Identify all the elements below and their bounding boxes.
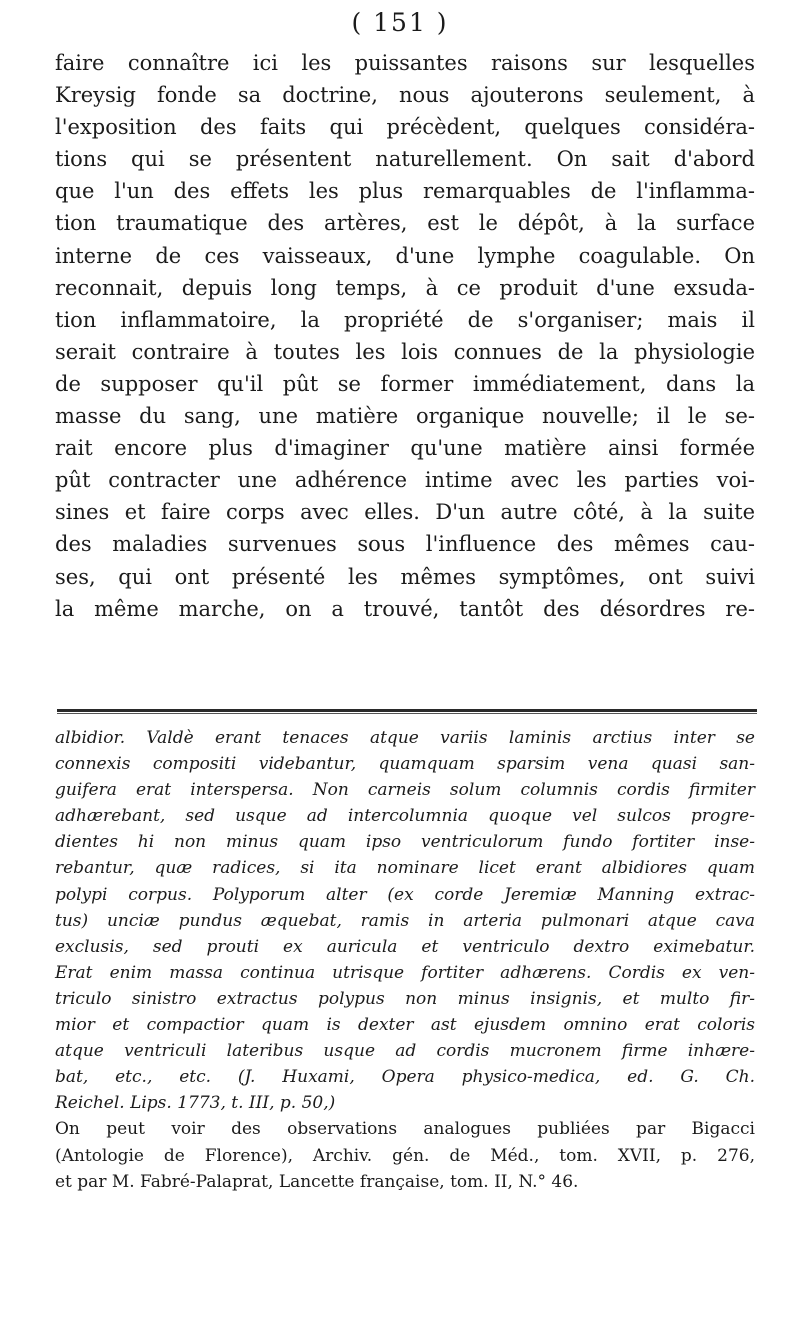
footnote-line: atque ventriculi lateribus usque ad cordis mucronem firme inhære-	[55, 1041, 755, 1062]
footnote-line: bat, etc., etc. (J. Huxami, Opera physico-medica, ed. G. Ch.	[55, 1067, 755, 1088]
footnote-line: exclusis, sed prouti ex auricula et ventriculo dextro eximebatur.	[55, 936, 755, 957]
footnote-line: dientes hi non minus quam ipso ventriculorum fundo fortiter inse-	[55, 832, 755, 853]
text-line: reconnait, depuis long temps, à ce produit d'une exsuda-	[55, 275, 755, 300]
text-line: ses, qui ont présenté les mêmes symptômes, ont suivi	[55, 564, 755, 589]
footnote-line: et par M. Fabré-Palaprat, Lancette française, tom. II, N.° 46.	[55, 1171, 579, 1192]
text-line: de supposer qu'il pût se former immédiatement, dans la	[55, 371, 755, 396]
text-line: que l'un des effets les plus remarquables de l'inflamma-	[55, 179, 755, 204]
text-line: interne de ces vaisseaux, d'une lymphe coagulable. On	[55, 243, 755, 268]
text-line: tion inflammatoire, la propriété de s'organiser; mais il	[55, 307, 755, 332]
footnote-separator-thin	[57, 713, 757, 714]
footnote-line: connexis compositi videbantur, quamquam sparsim vena quasi san-	[55, 754, 755, 775]
footnote-line: Reichel. Lips. 1773, t. III, p. 50,)	[55, 1093, 336, 1114]
footnote-line: albidior. Valdè erant tenaces atque variis laminis arctius inter se	[55, 728, 755, 748]
text-line: Kreysig fonde sa doctrine, nous ajouterons seulement, à	[55, 83, 755, 108]
footnote-line: adhærebant, sed usque ad intercolumnia quoque vel sulcos progre-	[55, 806, 755, 827]
footnote-line: mior et compactior quam is dexter ast ejusdem omnino erat coloris	[55, 1015, 755, 1036]
main-text-block	[55, 47, 755, 625]
text-line: la même marche, on a trouvé, tantôt des désordres re-	[55, 596, 755, 621]
text-line: des maladies survenues sous l'influence des mêmes cau-	[55, 532, 755, 557]
footnote-block	[55, 725, 755, 1195]
footnote-line: (Antologie de Florence), Archiv. gén. de Méd., tom. XVII, p. 276,	[55, 1145, 755, 1166]
text-line: masse du sang, une matière organique nouvelle; il le se-	[55, 404, 755, 429]
footnote-line: triculo sinistro extractus polypus non minus insignis, et multo fir-	[55, 988, 755, 1009]
footnote-line: guifera erat interspersa. Non carneis solum columnis cordis firmiter	[55, 780, 755, 801]
text-line: sines et faire corps avec elles. D'un autre côté, à la suite	[55, 500, 755, 525]
footnote-line: polypi corpus. Polyporum alter (ex corde Jeremiæ Manning extrac-	[55, 884, 755, 905]
page-number: ( 151 )	[351, 8, 449, 37]
text-line: serait contraire à toutes les lois connues de la physiologie	[55, 339, 755, 364]
text-line: l'exposition des faits qui précèdent, quelques considéra-	[55, 115, 755, 140]
text-line: pût contracter une adhérence intime avec les parties voi-	[55, 468, 755, 493]
footnote-line: Erat enim massa continua utrisque fortiter adhærens. Cordis ex ven-	[55, 962, 755, 983]
text-line: rait encore plus d'imaginer qu'une matière ainsi formée	[55, 436, 755, 461]
text-line: tion traumatique des artères, est le dépôt, à la surface	[55, 211, 755, 236]
footnote-line: rebantur, quæ radices, si ita nominare licet erant albidiores quam	[55, 858, 755, 879]
footnote-line: tus) unciæ pundus æquebat, ramis in arteria pulmonari atque cava	[55, 910, 755, 931]
footnote-separator	[57, 709, 757, 712]
text-line: faire connaître ici les puissantes raisons sur lesquelles	[55, 51, 755, 75]
footnote-line: On peut voir des observations analogues publiées par Bigacci	[55, 1119, 755, 1140]
text-line: tions qui se présentent naturellement. On sait d'abord	[55, 147, 755, 172]
